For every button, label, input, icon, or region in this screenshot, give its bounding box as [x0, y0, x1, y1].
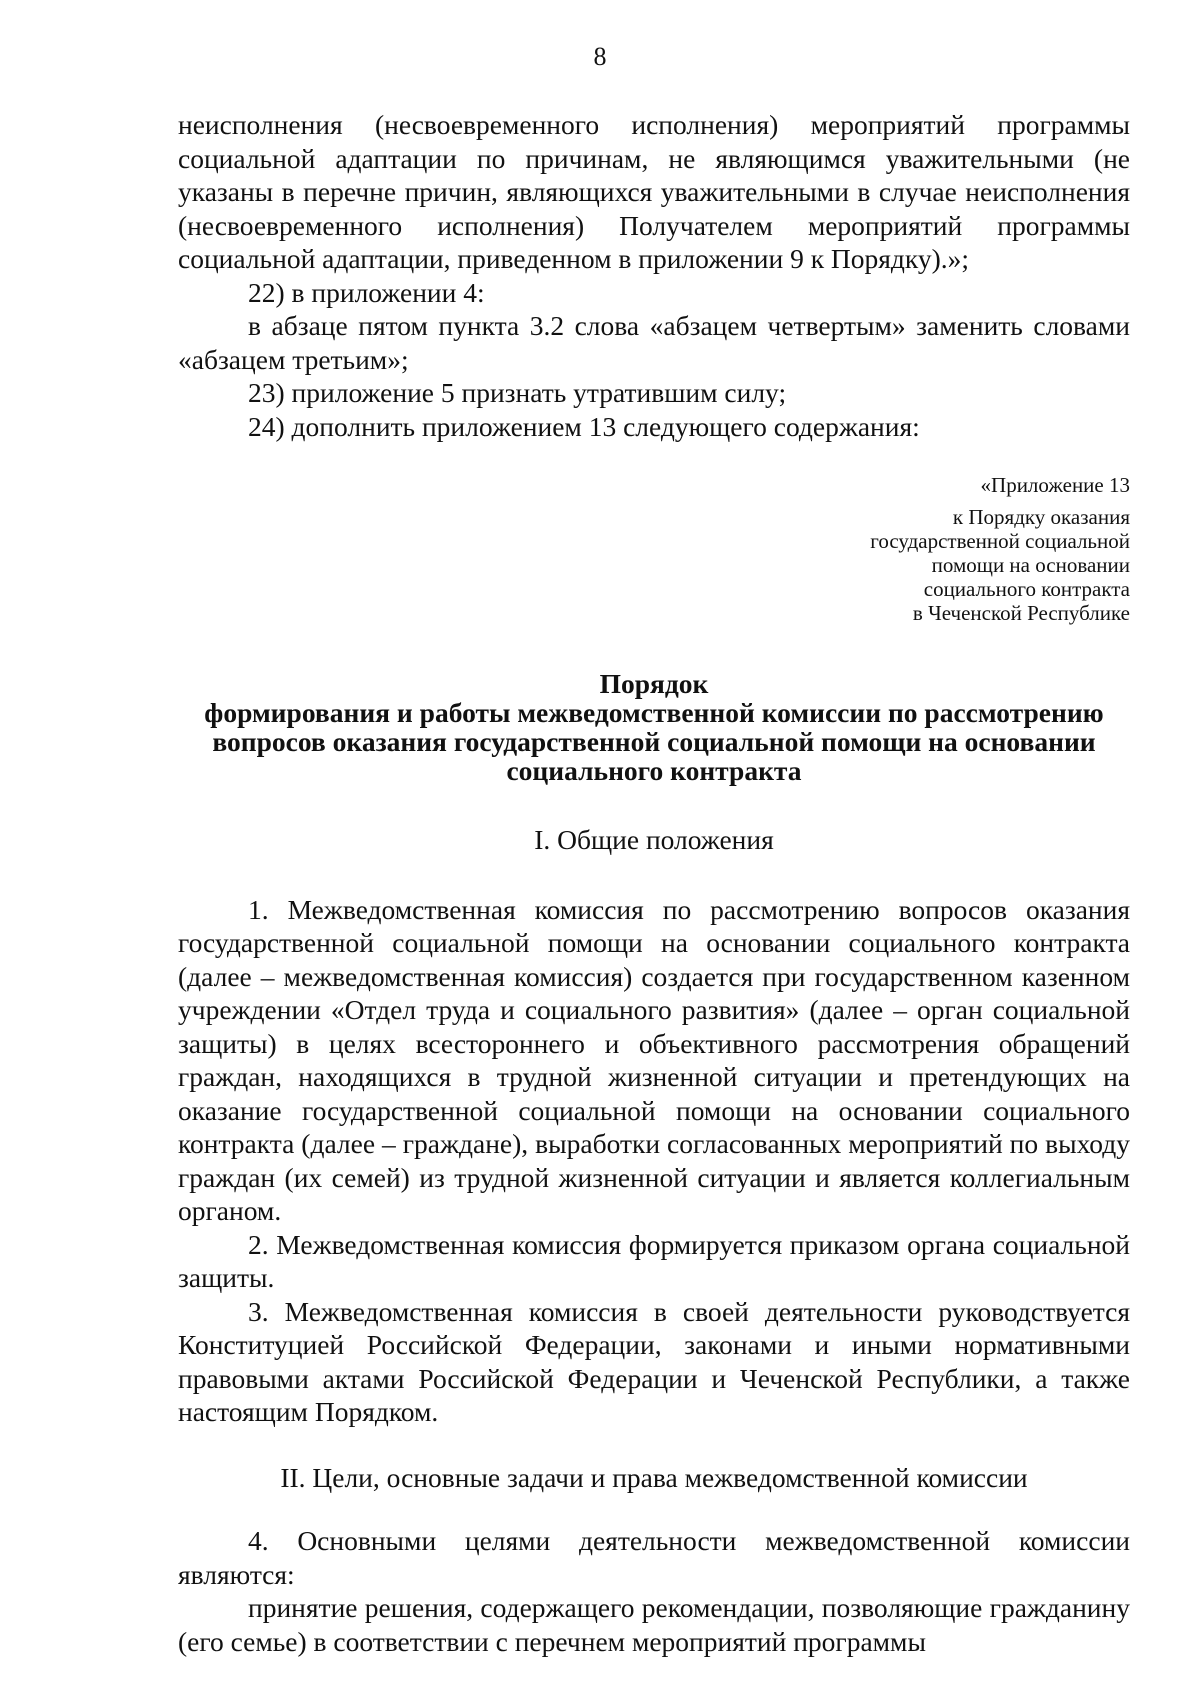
paragraph: 24) дополнить приложением 13 следующего содержания:: [248, 410, 920, 442]
document-title-line: вопросов оказания государственной социальной помощи на основании: [212, 726, 1096, 757]
paragraph: неисполнения (несвоевременного исполнения) мероприятий программы социальной адаптации по причинам, не являющимся уважительными (не указаны в перечне причин, являющихся уважительными в случае неисполнения (несвоевременного исполнения) Получателем мероприятий программы социальной адаптации, приведенном в приложении 9 к Порядку).»;: [178, 109, 1130, 274]
appendix-line: государственной социальной: [870, 529, 1130, 553]
appendix-title: «Приложение 13: [980, 473, 1130, 497]
paragraph: принятие решения, содержащего рекомендации, позволяющие гражданину (его семье) в соответствии с перечнем мероприятий программы: [178, 1592, 1130, 1657]
appendix-reference: [178, 473, 1130, 625]
section-heading: I. Общие положения: [534, 824, 774, 855]
document-title: [178, 669, 1130, 785]
paragraph: в абзаце пятом пункта 3.2 слова «абзацем четвертым» заменить словами «абзацем третьим»;: [178, 310, 1130, 375]
paragraph: 23) приложение 5 признать утратившим силу;: [248, 377, 787, 408]
appendix-line: к Порядку оказания: [952, 505, 1130, 529]
paragraph: 1. Межведомственная комиссия по рассмотрению вопросов оказания государственной социальной помощи на основании социального контракта (далее – межведомственная комиссия) создается при государственном казенном учреждении «Отдел труда и социального развития» (далее – орган социальной защиты) в целях всестороннего и объективного рассмотрения обращений граждан, находящихся в трудной жизненной ситуации и претендующих на оказание государственной социальной помощи на основании социального контракта (далее – граждане), выработки согласованных мероприятий по выходу граждан (их семей) из трудной жизненной ситуации и является коллегиальным органом.: [178, 893, 1130, 1226]
appendix-line: в Чеченской Республике: [912, 601, 1130, 625]
appendix-line: помощи на основании: [931, 553, 1130, 577]
document-body: [178, 108, 1130, 1658]
appendix-line: социального контракта: [923, 577, 1130, 601]
paragraph: 4. Основными целями деятельности межведомственной комиссии являются:: [178, 1525, 1130, 1590]
page-number: 8: [593, 42, 607, 71]
paragraph: 2. Межведомственная комиссия формируется приказом органа социальной защиты.: [178, 1228, 1130, 1293]
paragraph: 22) в приложении 4:: [248, 276, 485, 308]
document-title-line: социального контракта: [506, 755, 802, 786]
paragraph: 3. Межведомственная комиссия в своей деятельности руководствуется Конституцией Российской Федерации, законами и иными нормативными правовыми актами Российской Федерации и Чеченской Республики, а также настоящим Порядком.: [178, 1295, 1130, 1427]
document-title-line: Порядок: [599, 668, 709, 699]
document-title-line: формирования и работы межведомственной комиссии по рассмотрению: [204, 697, 1104, 728]
section-heading: II. Цели, основные задачи и права межведомственной комиссии: [280, 1461, 1028, 1493]
